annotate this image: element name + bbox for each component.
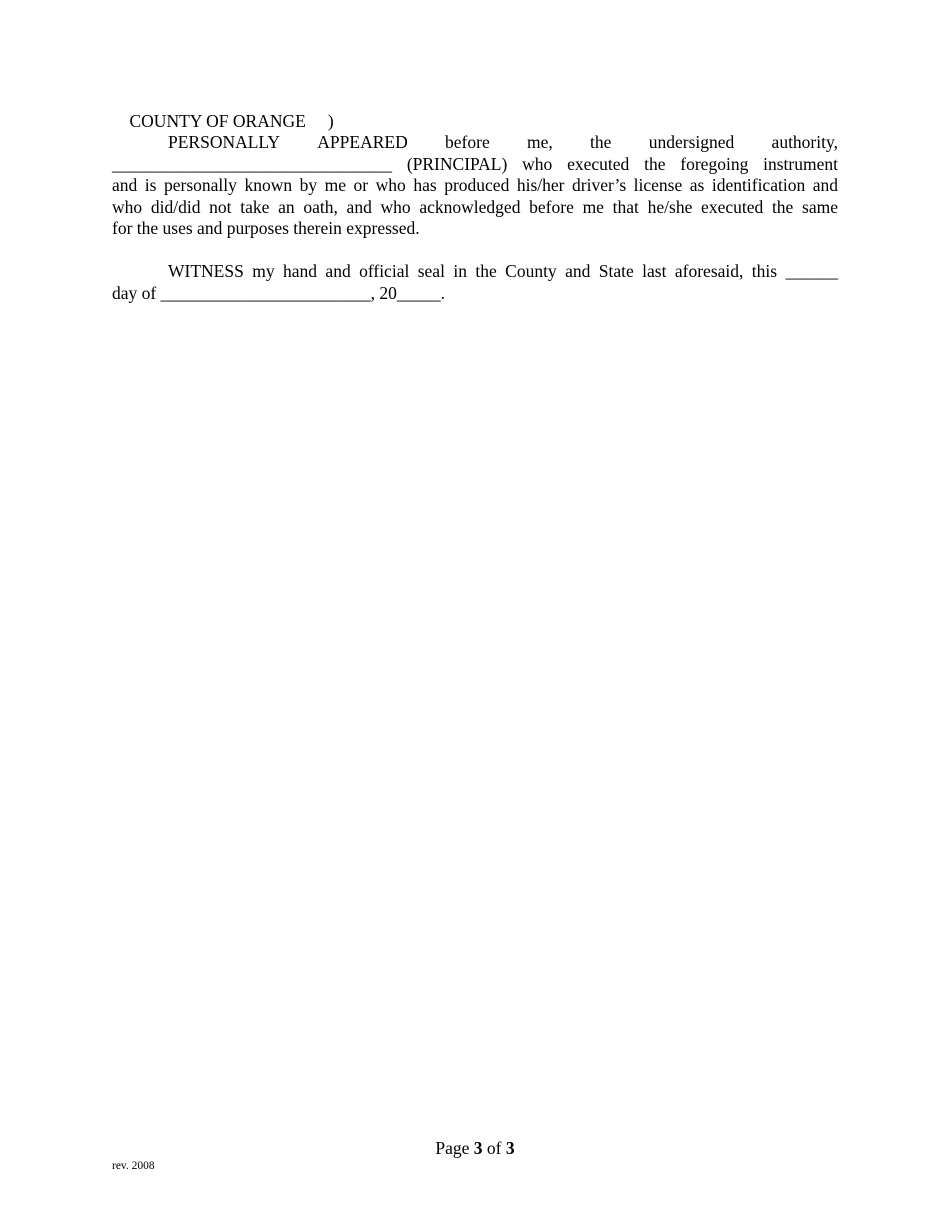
ack-line-2 xyxy=(112,154,838,176)
principal-text: (PRINCIPAL) who executed the foregoing instrument xyxy=(392,153,838,174)
ack-line-1 xyxy=(112,132,838,154)
page-number xyxy=(0,1138,950,1159)
ack-line-4: who did/did not take an oath, and who acknowledged before me that he/she executed the same xyxy=(112,196,838,217)
principal-name-blank: ________________________________ xyxy=(112,153,392,174)
page-current: 3 xyxy=(473,1138,483,1158)
county-name: COUNTY OF ORANGE xyxy=(129,111,306,131)
ack-word: me, xyxy=(527,132,553,152)
ack-line-3: and is personally known by me or who has produced his/her driver’s license as identification and xyxy=(112,175,838,195)
ack-word: the xyxy=(590,132,612,152)
page-total: 3 xyxy=(505,1138,515,1158)
page-prefix: Page xyxy=(435,1138,474,1158)
revision-note: rev. 2008 xyxy=(112,1160,155,1172)
ack-word: PERSONALLY xyxy=(168,132,281,152)
ack-word: APPEARED xyxy=(317,132,408,152)
witness-paragraph xyxy=(112,261,838,304)
county-paren: ) xyxy=(327,111,334,131)
witness-line-1: WITNESS my hand and official seal in the County and State last aforesaid, this ______ xyxy=(168,261,838,281)
witness-line-2: day of ________________________, 20_____. xyxy=(112,282,445,303)
ack-word: authority, xyxy=(771,132,838,152)
ack-line-5: for the uses and purposes therein expressed. xyxy=(112,218,420,238)
ack-word: undersigned xyxy=(648,132,735,152)
acknowledgment-paragraph xyxy=(112,132,838,240)
ack-word: before xyxy=(445,132,490,152)
page-of: of xyxy=(482,1138,506,1158)
